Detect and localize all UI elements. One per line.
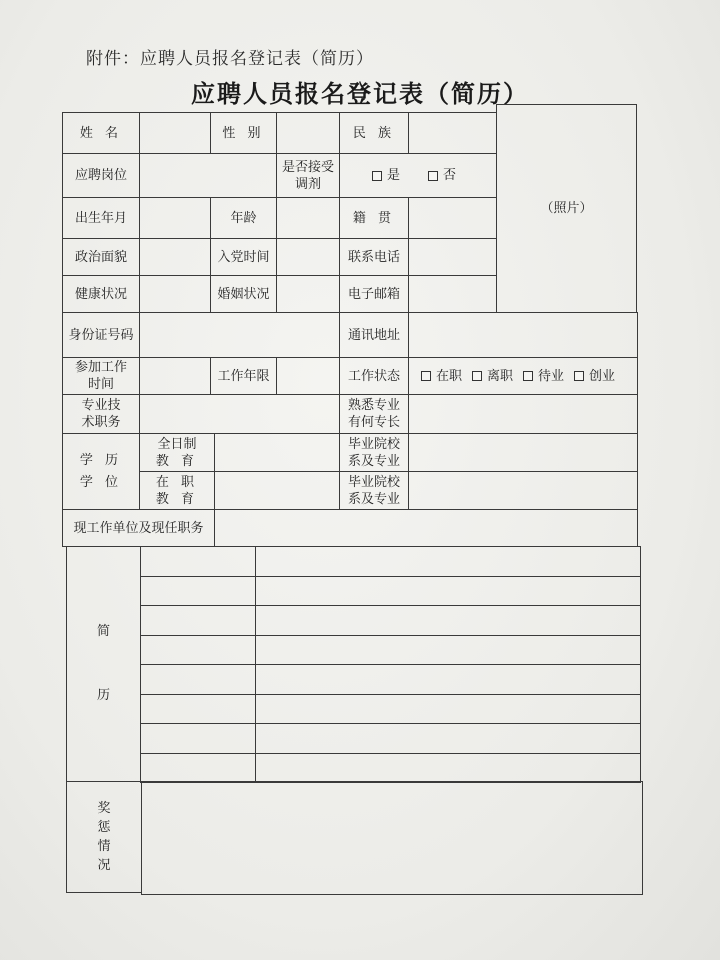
political-field[interactable] — [139, 238, 211, 276]
label-school-inservice — [339, 471, 409, 510]
label-tech-title-line2: 术职务 — [81, 415, 121, 430]
id-number-field[interactable] — [139, 312, 340, 358]
label-native: 籍 贯 — [339, 197, 409, 239]
label-position: 应聘岗位 — [62, 153, 140, 198]
checkbox-no[interactable] — [428, 171, 438, 181]
label-resume — [66, 546, 141, 782]
label-school-fulltime-line1: 毕业院校 — [347, 436, 400, 452]
label-specialty-line2: 有何专长 — [347, 415, 400, 430]
label-name: 姓 名 — [62, 112, 140, 154]
option-unemployed[interactable] — [523, 368, 564, 385]
label-inservice-line1: 在 职 — [155, 474, 199, 490]
resume-period-cell[interactable] — [140, 605, 256, 636]
label-fulltime-line2: 教 育 — [155, 453, 199, 469]
label-ethnicity: 民 族 — [339, 112, 409, 154]
name-field[interactable] — [139, 112, 211, 154]
label-inservice-line2: 教 育 — [155, 491, 199, 507]
checkbox-startup[interactable] — [574, 371, 584, 381]
resume-period-cell[interactable] — [140, 546, 256, 577]
label-address: 通讯地址 — [339, 312, 409, 358]
specialty-field[interactable] — [408, 394, 638, 434]
label-school-fulltime — [339, 433, 409, 472]
label-accept-transfer-line1: 是否接受 — [281, 159, 334, 175]
option-startup[interactable] — [574, 368, 615, 385]
label-school-fulltime-line2: 系及专业 — [347, 453, 400, 469]
label-gender: 性 别 — [210, 112, 277, 154]
form-title: 应聘人员报名登记表（简历） — [191, 79, 529, 108]
work-start-field[interactable] — [139, 357, 211, 395]
resume-detail-cell[interactable] — [255, 546, 641, 577]
native-field[interactable] — [408, 197, 497, 239]
label-awards — [66, 781, 142, 893]
label-fulltime-line1: 全日制 — [157, 436, 197, 452]
label-education-line2: 学 位 — [79, 474, 123, 490]
option-employed-label: 在职 — [436, 368, 463, 384]
resume-detail-cell[interactable] — [255, 576, 641, 606]
label-political: 政治面貌 — [62, 238, 140, 276]
option-unemployed-label: 待业 — [538, 368, 565, 384]
position-field[interactable] — [139, 153, 277, 198]
label-education-line1: 学 历 — [79, 452, 123, 468]
label-accept-transfer — [276, 153, 340, 198]
label-fulltime — [139, 433, 215, 472]
inservice-education-field[interactable] — [214, 471, 340, 510]
resume-detail-cell[interactable] — [255, 723, 641, 754]
gender-field[interactable] — [276, 112, 340, 154]
work-years-field[interactable] — [276, 357, 340, 395]
label-email: 电子邮箱 — [339, 275, 409, 313]
label-awards-line4: 况 — [97, 858, 111, 873]
resume-period-cell[interactable] — [140, 723, 256, 754]
checkbox-employed[interactable] — [421, 371, 431, 381]
party-time-field[interactable] — [276, 238, 340, 276]
label-marital: 婚姻状况 — [210, 275, 277, 313]
awards-field[interactable] — [141, 781, 643, 895]
marital-field[interactable] — [276, 275, 340, 313]
age-field[interactable] — [276, 197, 340, 239]
label-work-start-line2: 时间 — [87, 377, 114, 392]
label-inservice — [139, 471, 215, 510]
label-resume-line1: 简 — [96, 624, 110, 639]
label-resume-line2: 历 — [96, 688, 110, 703]
photo-box[interactable] — [496, 104, 637, 313]
phone-field[interactable] — [408, 238, 497, 276]
label-age: 年龄 — [210, 197, 277, 239]
label-phone: 联系电话 — [339, 238, 409, 276]
label-work-start — [62, 357, 140, 395]
email-field[interactable] — [408, 275, 497, 313]
label-work-status: 工作状态 — [339, 357, 409, 395]
label-school-inservice-line1: 毕业院校 — [347, 474, 400, 490]
option-resigned-label: 离职 — [487, 368, 514, 384]
label-education — [62, 433, 140, 510]
label-school-inservice-line2: 系及专业 — [347, 491, 400, 507]
health-field[interactable] — [139, 275, 211, 313]
photo-label: （照片） — [540, 201, 593, 216]
resume-period-cell[interactable] — [140, 753, 256, 783]
label-birth: 出生年月 — [62, 197, 140, 239]
ethnicity-field[interactable] — [408, 112, 497, 154]
address-field[interactable] — [408, 312, 638, 358]
checkbox-unemployed[interactable] — [523, 371, 533, 381]
resume-detail-cell[interactable] — [255, 753, 641, 783]
tech-title-field[interactable] — [139, 394, 340, 434]
label-specialty-line1: 熟悉专业 — [347, 398, 400, 413]
label-tech-title-line1: 专业技 — [81, 398, 121, 413]
option-resigned[interactable] — [472, 368, 513, 385]
resume-detail-cell[interactable] — [255, 664, 641, 695]
resume-detail-cell[interactable] — [255, 694, 641, 724]
resume-period-cell[interactable] — [140, 694, 256, 724]
attachment-line: 附件：应聘人员报名登记表（简历） — [86, 49, 374, 69]
checkbox-resigned[interactable] — [472, 371, 482, 381]
label-specialty — [339, 394, 409, 434]
label-party-time: 入党时间 — [210, 238, 277, 276]
label-awards-line3: 情 — [97, 839, 111, 854]
label-health: 健康状况 — [62, 275, 140, 313]
label-awards-line1: 奖 — [97, 801, 111, 816]
option-yes[interactable] — [372, 167, 400, 184]
label-awards-line2: 惩 — [97, 820, 111, 835]
resume-detail-cell[interactable] — [255, 605, 641, 636]
current-job-field[interactable] — [214, 509, 638, 547]
resume-period-cell[interactable] — [140, 664, 256, 695]
school-inservice-field[interactable] — [408, 471, 638, 510]
work-status-options — [408, 357, 638, 395]
label-accept-transfer-line2: 调剂 — [294, 176, 321, 192]
school-fulltime-field[interactable] — [408, 433, 638, 472]
option-employed[interactable] — [421, 368, 462, 385]
birth-field[interactable] — [139, 197, 211, 239]
resume-period-cell[interactable] — [140, 576, 256, 606]
label-current-job: 现工作单位及现任职务 — [62, 509, 215, 547]
option-startup-label: 创业 — [589, 368, 616, 384]
label-work-start-line1: 参加工作 — [74, 360, 127, 375]
accept-transfer-options — [339, 153, 497, 198]
option-no[interactable] — [428, 167, 456, 184]
label-id-number: 身份证号码 — [62, 312, 140, 358]
fulltime-education-field[interactable] — [214, 433, 340, 472]
resume-period-cell[interactable] — [140, 635, 256, 665]
resume-detail-cell[interactable] — [255, 635, 641, 665]
label-tech-title — [62, 394, 140, 434]
label-work-years: 工作年限 — [210, 357, 277, 395]
checkbox-yes[interactable] — [372, 171, 382, 181]
option-no-label: 否 — [443, 168, 457, 183]
option-yes-label: 是 — [387, 168, 401, 183]
